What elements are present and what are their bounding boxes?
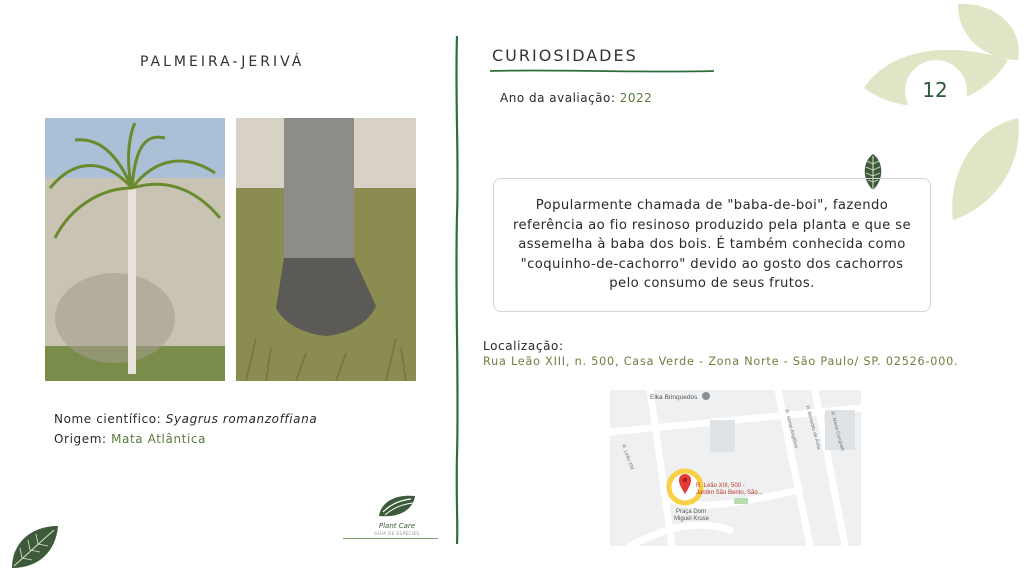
origin-value: Mata Atlântica (111, 432, 207, 446)
map-street-3: R. Benedito de Ávila (804, 404, 822, 451)
scientific-name-line (54, 412, 317, 426)
location-label: Localização: (483, 339, 564, 353)
logo-underline (343, 538, 438, 539)
map-square-label-1: Praça Dom (676, 509, 707, 515)
section-title: CURIOSIDADES (492, 46, 638, 65)
map-pin-label-1: R. Leão XIII, 500 - (696, 483, 745, 489)
evaluation-year-label: Ano da avaliação: (500, 91, 616, 105)
logo-name: Plant Care (378, 522, 416, 530)
evaluation-year-line (500, 91, 652, 105)
plant-title: PALMEIRA-JERIVÁ (140, 54, 305, 70)
palm-tree-photo (45, 118, 225, 381)
scientific-name-value: Syagrus romanzoffiana (165, 412, 318, 426)
column-divider (452, 36, 462, 544)
leaf-corner-icon (8, 522, 60, 572)
map-street-4: R. Maria Curupaiti (829, 410, 846, 452)
origin-line (54, 432, 206, 446)
map-square-label-2: Miguel Kruse (674, 516, 710, 522)
plant-care-logo (365, 492, 429, 540)
section-title-underline (490, 68, 714, 74)
map-poi-label: Elka Brinquedos (650, 394, 698, 401)
page-number: 12 (922, 78, 948, 102)
origin-label: Origem: (54, 432, 107, 446)
location-address: Rua Leão XIII, n. 500, Casa Verde - Zona Norte - São Paulo/ SP. 02526-000. (483, 355, 959, 368)
logo-tagline: GUIA DE ESPÉCIES (374, 531, 420, 536)
location-map[interactable] (610, 390, 861, 546)
map-street-2: R. Senai Angélica (783, 408, 800, 449)
trunk-photo (236, 118, 416, 381)
map-pin-label-2: Jardim São Bento, São... (696, 490, 763, 496)
logo-leaf-icon (375, 492, 419, 518)
scientific-name-label: Nome científico: (54, 412, 162, 426)
evaluation-year-value: 2022 (619, 91, 653, 105)
map-street-1: R. Leão XIII (620, 443, 635, 471)
curiosity-box (493, 178, 931, 312)
curiosity-text: Popularmente chamada de "baba-de-boi", fazendo referência ao fio resinoso produzido pela planta e que se assemelha à baba dos bois. É também conhecida como "coquinho-de-cachorro" devido ao gosto dos cachorros pelo consumo de seus frutos. (512, 198, 912, 292)
